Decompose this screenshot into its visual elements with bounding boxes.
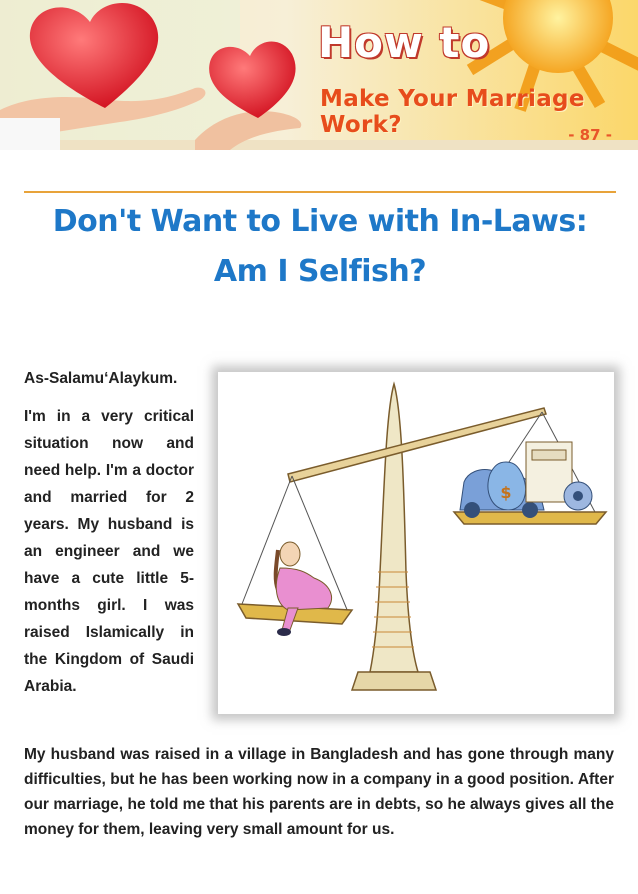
greeting-text: As-Salamu‘Alaykum. [24, 370, 178, 387]
header-banner [0, 0, 638, 150]
page-number: - 87 - [568, 126, 612, 144]
illustration-frame [218, 372, 614, 714]
money-bag-icon [488, 462, 526, 510]
dollar-sign: $ [500, 483, 512, 502]
body-paragraph-continued: My husband was raised in a village in Bangladesh and has gone through many difficulties, but he has been working now in a company in a good position. After our marriage, he told me that his parents are in debts, so he always gives all the money for them, leaving very small amount for us. [24, 746, 614, 838]
title-divider [24, 191, 616, 193]
series-title: How to [318, 18, 491, 67]
series-subtitle: Make Your Marriage Work? [320, 86, 585, 138]
balance-scale-icon [218, 372, 614, 714]
wheel-icon [564, 482, 592, 510]
article-title: Don't Want to Live with In-Laws: Am I Selfish? [52, 204, 588, 289]
body-paragraph: I'm in a very critical situation now and need help. I'm a doctor and married for 2 years. My husband is an engineer and we have a cute little 5-months girl. I was raised Islamically in the Kingdom of Saudi Arabia. [24, 408, 194, 695]
